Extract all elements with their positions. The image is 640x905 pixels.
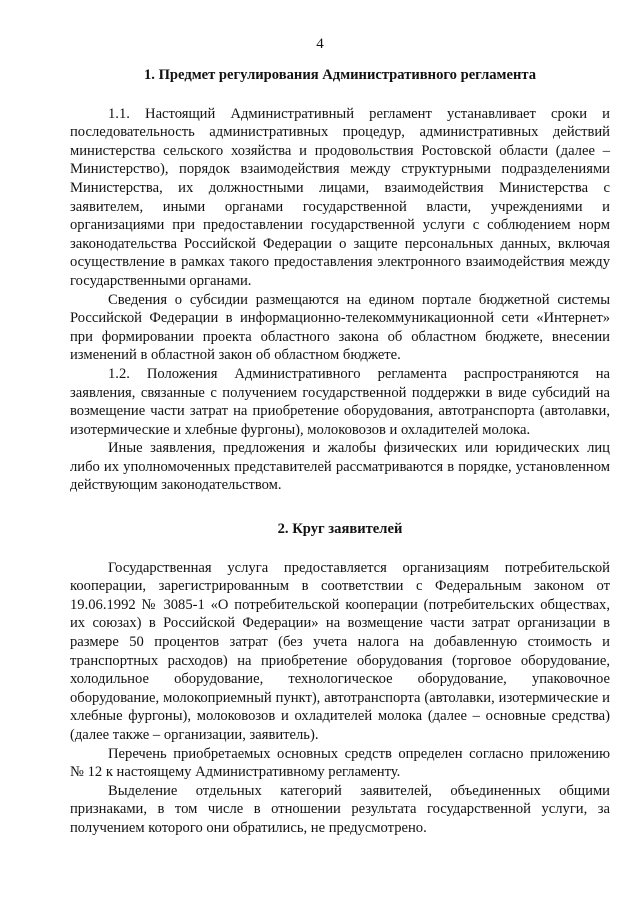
section-2-heading: 2. Круг заявителей <box>277 521 403 538</box>
paragraph-1-1: 1.1. Настоящий Административный регламент устанавливает сроки и последовательность административных процедур, административных действий министерства сельского хозяйства и продовольствия Ростовской области (далее – Министерство), порядок взаимодействия между структурными подразделениями Министерства, их должностными лицами, взаимодействия Министерства с заявителем, иными органами государственной власти, учреждениями и организациями при предоставлении государственной услуги с соблюдением норм законодательства Российской Федерации о защите персональных данных, включая осуществление в рамках такого предоставления электронного взаимодействия между государственными органами. <box>70 105 610 289</box>
paragraph-service-recipients: Государственная услуга предоставляется организациям потребительской кооперации, зарегистрированным в соответствии с Федеральным законом от 19.06.1992 № 3085-1 «О потребительской кооперации (потребительских обществах, их союзах) в Российской Федерации» на возмещение части затрат организации в размере 50 процентов затрат (без учета налога на добавленную стоимость и транспортных расходов) на приобретение оборудования (торговое оборудование, холодильное оборудование, технологическое оборудование, упаковочное оборудование, молокоприемный пункт), автотранспорта (автолавки, изотермические и хлебные фургоны), молоковозов и охладителей молока (далее – основные средства) (далее также – организации, заявитель). <box>70 559 610 743</box>
paragraph-equipment-list: Перечень приобретаемых основных средств определен согласно приложению № 12 к настоящему Административному регламенту. <box>70 745 610 781</box>
page-number: 4 <box>316 36 324 52</box>
section-1-heading: 1. Предмет регулирования Административного регламента <box>143 67 537 83</box>
paragraph-other-applications: Иные заявления, предложения и жалобы физических или юридических лиц либо их уполномоченных представителей рассматриваются в порядке, установленном действующим законодательством. <box>70 440 610 494</box>
document-body <box>70 66 610 838</box>
paragraph-categories: Выделение отдельных категорий заявителей, объединенных общими признаками, в том числе в отношении результата государственной услуги, за получением которого они обратились, не предусмотрено. <box>70 782 610 836</box>
paragraph-1-2: 1.2. Положения Административного регламента распространяются на заявления, связанные с получением государственной поддержки в виде субсидий на возмещение части затрат на приобретение оборудования, автотранспорта (автолавки, изотермические и хлебные фургоны), молоковозов и охладителей молока. <box>70 365 610 438</box>
paragraph-subsidy-info: Сведения о субсидии размещаются на едином портале бюджетной системы Российской Федерации в информационно-телекоммуникационной сети «Интернет» при формировании проекта областного закона об областном бюджете, внесении изменений в областной закон об областном бюджете. <box>70 291 610 364</box>
